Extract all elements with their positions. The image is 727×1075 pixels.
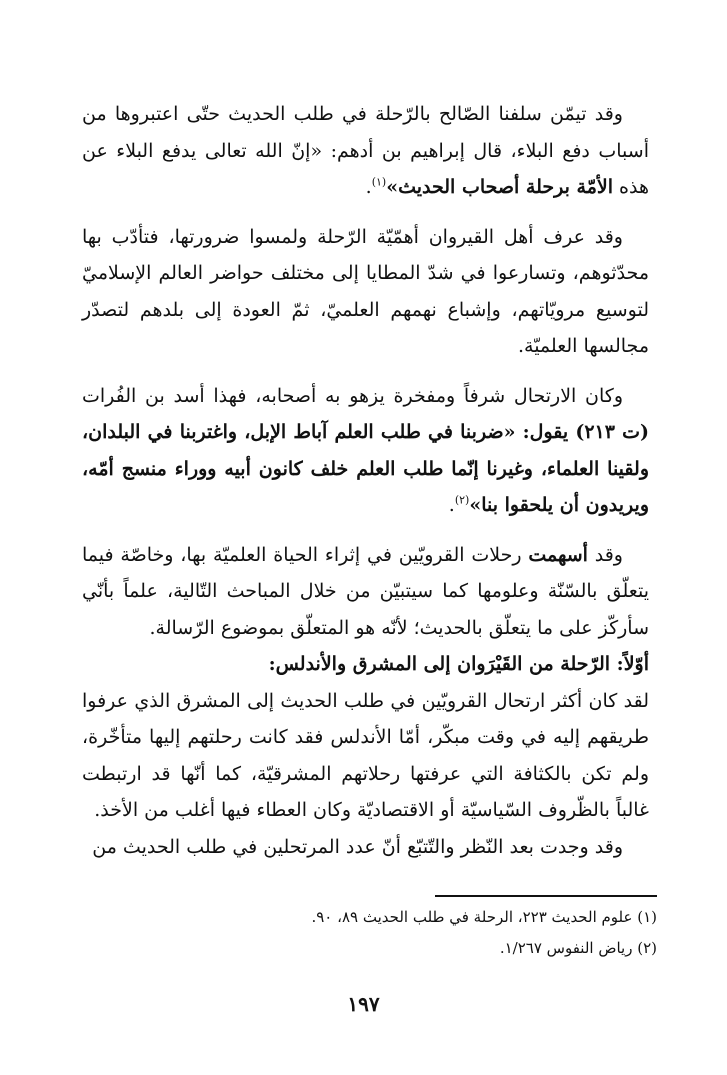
main-text (82, 96, 649, 878)
paragraph-6: وقد وجدت بعد النّظر والتّتبّع أنّ عدد المرتحلين في طلب الحديث من (92, 835, 623, 858)
paragraph-4: وقد أسهمت رحلات القرويّين في إثراء الحياة العلميّة بها، وخاصّة فيما يتعلّق بالسّنّة وعلومها كما سيتبيّن من خلال المباحث التّالية، علماً بأنّي سأركّز على ما يتعلّق بالحديث؛ لأنّه هو المتعلّق بموضوع الرّسالة. (82, 543, 649, 639)
section-heading (82, 646, 649, 683)
paragraph-2: وقد عرف أهل القيروان أهمّيّة الرّحلة ولمسوا ضرورتها، فتأدّب بها محدّثوهم، وتسارعوا في شدّ المطايا إلى مختلف حواضر العالم الإسلاميّ لتوسيع مرويّاتهم، وإشباع نهمهم العلميّ، ثمّ العودة إلى بلدهم لتصدّر مجالسها العلميّة. (82, 225, 649, 357)
section-heading-title: : الرّحلة من القَيْرَوان إلى المشرق والأندلس: (268, 653, 624, 675)
footnote-divider (435, 895, 657, 897)
footnotes (97, 902, 657, 964)
paragraph-1: وقد تيمّن سلفنا الصّالح بالرّحلة في طلب الحديث حتّى اعتبروها من أسباب دفع البلاء، قال إبراهيم بن أدهم: «إنّ الله تعالى يدفع البلاء عن هذه الأمّة برحلة أصحاب الحديث»$^{(١)}$. (82, 103, 649, 198)
footnote-ref-1: (١) (371, 175, 387, 189)
footnote-ref-2: (٢) (454, 493, 470, 507)
paragraph-5: لقد كان أكثر ارتحال القرويّين في طلب الحديث إلى المشرق الذي عرفوا طريقهم إليه في وقت مبكّر، أمّا الأندلس فقد كانت رحلتهم إليها متأخّرة، ولم تكن بالكثافة التي عرفتها رحلاتهم المشرقيّة، كما أنّها قد ارتبطت غالباً بالظّروف السّياسيّة أو الاقتصاديّة وكان العطاء فيها أغلب من الأخذ. (82, 689, 649, 821)
section-heading-label: أوّلاً (623, 653, 649, 675)
paragraph-3: وكان الارتحال شرفاً ومفخرة يزهو به أصحابه، فهذا أسد بن الفُرات (ت ٢١٣) يقول: «ضربنا في طلب العلم آباط الإبل، واغتربنا في البلدان، ولقينا العلماء، وغيرنا إنّما طلب العلم خلف كانون أبيه ووراء منسج أمّه، ويريدون أن يلحقوا بنا»$^{(٢)}$. (82, 384, 650, 516)
footnote-1: (١) علوم الحديث ٢٢٣، الرحلة في طلب الحديث ٨٩، ٩٠. (311, 908, 657, 926)
page-number: ١٩٧ (347, 992, 380, 1016)
footnote-2: (٢) رياض النفوس ١/٢٦٧. (499, 939, 657, 957)
